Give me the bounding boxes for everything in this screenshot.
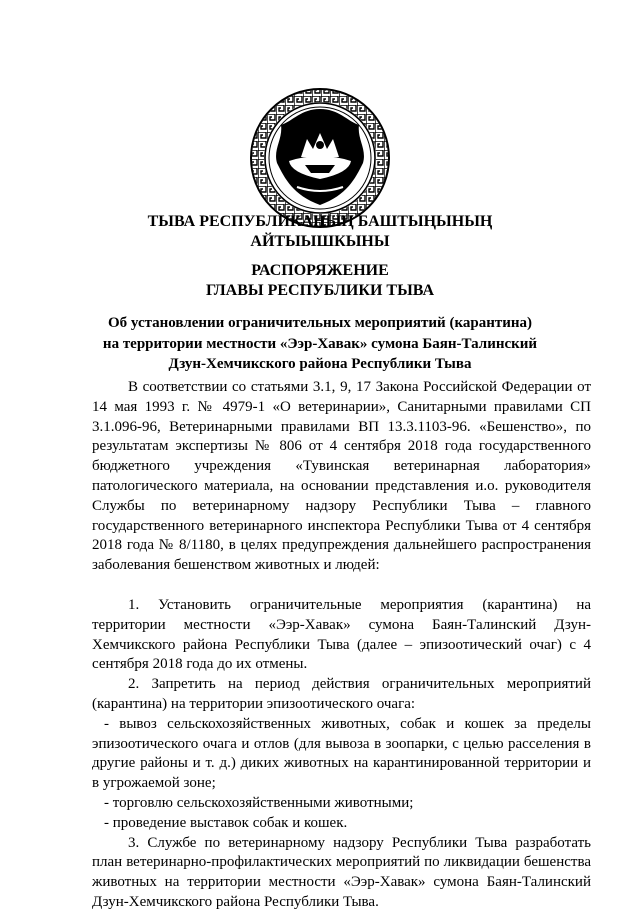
org-name-line2: АЙТЫЫШКЫНЫ	[250, 233, 390, 250]
document-body	[92, 378, 591, 913]
doc-type-line1: РАСПОРЯЖЕНИЕ	[251, 262, 389, 279]
item-2-paragraph: 2. Запретить на период действия ограничительных мероприятий (карантина) на территории эпизоотического очага:	[92, 676, 591, 712]
document-title: Об установлении ограничительных мероприятий (карантина) на территории местности «Ээр-Хавак» сумона Баян-Талинский Дзун-Хемчикского района Республики Тыва	[102, 315, 538, 372]
org-name-line1: ТЫВА РЕСПУБЛИКАНЫҢ БАШТЫҢЫНЫҢ	[147, 213, 493, 230]
preamble-paragraph: В соответствии со статьями 3.1, 9, 17 Закона Российской Федерации от 14 мая 1993 г. № 4979-1 «О ветеринарии», Санитарными правилами СП 3.1.096-96, Ветеринарными правилами ВП 13.3.1103-96. «Бешенство», по результатам экспертизы № 806 от 4 сентября 2018 года государственного бюджетного учреждения «Тувинская ветеринарная лаборатория» патологического материала, на основании представления и.о. руководителя Службы по ветеринарному надзору Республики Тыва – главного государственного ветеринарного инспектора Республики Тыва от 4 сентября 2018 года № 8/1180, в целях предупреждения дальнейшего распространения заболевания бешенством животных и людей:	[92, 379, 591, 574]
item-2-dash-2: - торговлю сельскохозяйственными животными;	[104, 794, 414, 811]
coat-of-arms-emblem	[249, 87, 391, 229]
item-1-paragraph: 1. Установить ограничительные мероприятия (карантина) на территории местности «Ээр-Хавак» сумона Баян-Талинский Дзун-Хемчикского района Республики Тыва (далее – эпизоотический очаг) с 4 сентября 2018 года до их отмены.	[92, 596, 591, 673]
doc-type-line2: ГЛАВЫ РЕСПУБЛИКИ ТЫВА	[205, 282, 434, 299]
item-2-dash-3: - проведение выставок собак и кошек.	[104, 814, 348, 831]
item-2-dash-1: - вывоз сельскохозяйственных животных, собак и кошек за пределы эпизоотического очага и отлов (для вывоза в зоопарки, с целью расселения в другие районы и т. д.) диких животных на карантинированной территории и в угрожаемой зоне;	[92, 715, 591, 792]
item-3-paragraph: 3. Службе по ветеринарному надзору Республики Тыва разработать план ветеринарно-профилактических мероприятий по ликвидации бешенства животных на территории местности «Ээр-Хавак» сумона Баян-Талинский Дзун-Хемчикского района Республики Тыва.	[92, 834, 591, 910]
